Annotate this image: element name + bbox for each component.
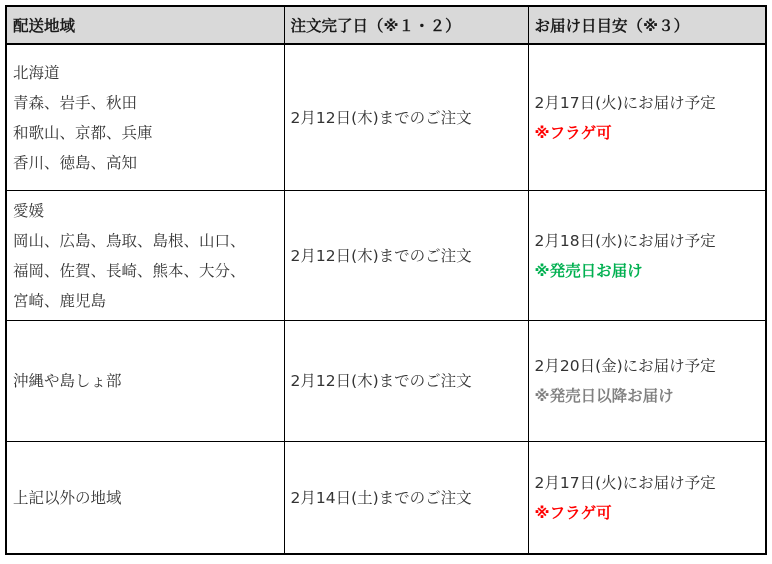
region-line: 和歌山、京都、兵庫 [13, 123, 153, 142]
region-line: 上記以外の地域 [13, 488, 122, 507]
order-deadline-cell [284, 442, 528, 555]
delivery-note-text: ※フラゲ可 [534, 123, 612, 142]
order-deadline-text: 2月14日(土)までのご注文 [290, 488, 472, 507]
table-row [6, 442, 766, 555]
table-header-row [6, 6, 766, 44]
delivery-cell [528, 321, 766, 442]
region-line: 福岡、佐賀、長崎、熊本、大分、 [13, 261, 246, 280]
region-cell [6, 191, 284, 321]
order-deadline-text: 2月12日(木)までのご注文 [290, 372, 472, 390]
order-deadline-cell [284, 191, 528, 321]
region-line: 愛媛 [13, 201, 45, 220]
table-row [6, 191, 766, 321]
delivery-note-text: ※発売日お届け [534, 261, 643, 280]
delivery-cell [528, 191, 766, 321]
table-row [6, 321, 766, 442]
region-line: 青森、岩手、秋田 [13, 93, 138, 112]
table-row [6, 44, 766, 191]
header-delivery-estimate: お届け日目安（※３） [528, 6, 766, 44]
delivery-date-text: 2月17日(火)にお届け予定 [534, 473, 716, 492]
delivery-note-text: ※フラゲ可 [534, 503, 612, 522]
delivery-note-text: ※発売日以降お届け [534, 387, 674, 405]
delivery-cell [528, 44, 766, 191]
delivery-date-text: 2月17日(火)にお届け予定 [534, 93, 716, 112]
region-cell [6, 442, 284, 555]
order-deadline-cell [284, 44, 528, 191]
delivery-date-text: 2月18日(水)にお届け予定 [534, 231, 716, 250]
delivery-cell [528, 442, 766, 555]
delivery-schedule-table [5, 5, 767, 555]
order-deadline-text: 2月12日(木)までのご注文 [290, 108, 472, 127]
region-line: 北海道 [13, 63, 60, 82]
delivery-date-text: 2月20日(金)にお届け予定 [534, 357, 716, 375]
header-order-date: 注文完了日（※１・２） [284, 6, 528, 44]
region-cell [6, 44, 284, 191]
order-deadline-text: 2月12日(木)までのご注文 [290, 246, 472, 265]
region-line: 岡山、広島、鳥取、島根、山口、 [13, 231, 246, 250]
region-line: 香川、徳島、高知 [13, 153, 138, 172]
header-region: 配送地域 [6, 6, 284, 44]
region-cell [6, 321, 284, 442]
region-line: 沖縄や島しょ部 [13, 372, 122, 390]
order-deadline-cell [284, 321, 528, 442]
region-line: 宮崎、鹿児島 [13, 291, 107, 310]
